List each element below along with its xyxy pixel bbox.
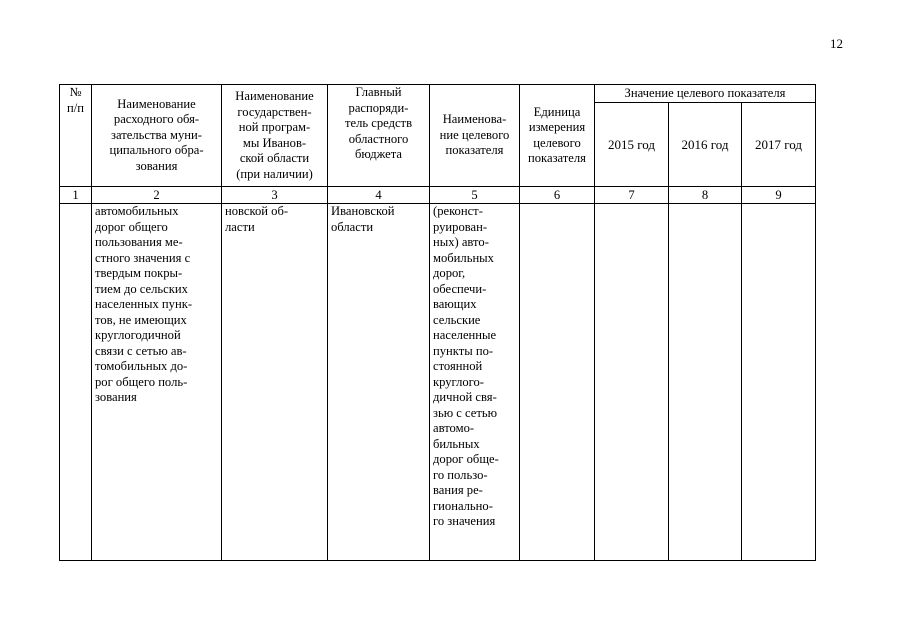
header-line: областного: [348, 131, 409, 146]
cell-line: населенные: [433, 328, 497, 342]
column-number-row: [60, 187, 816, 204]
cell-line: вания ре-: [433, 483, 483, 497]
cell-line: сельские: [433, 312, 481, 327]
cell-line: стоянной: [433, 359, 483, 373]
cell-line: дорог обще-: [433, 452, 499, 466]
column-number: 3: [222, 187, 328, 204]
cell-line: томобильных до-: [95, 359, 188, 373]
cell-line: пункты по-: [433, 343, 494, 358]
cell-line: дичной свя-: [433, 390, 497, 404]
header-line: Наименование: [117, 96, 196, 111]
header-line: целевого: [533, 135, 581, 150]
cell-indicator-name: [430, 204, 520, 561]
cell-line: мобильных: [433, 250, 494, 265]
cell-line: вающих: [433, 297, 477, 311]
column-number: 5: [430, 187, 520, 204]
header-line: тель средств: [344, 116, 413, 130]
cell-budget-manager: [328, 204, 430, 561]
cell-row-number: [60, 204, 92, 561]
cell-value-2017: [742, 204, 816, 561]
cell-line: твердым покры-: [95, 266, 183, 280]
cell-line: рог общего поль-: [95, 374, 188, 389]
header-line: ной програм-: [238, 120, 311, 134]
cell-line: ласти: [225, 219, 255, 234]
header-line: ской области: [239, 151, 310, 165]
cell-line: обеспечи-: [433, 281, 487, 296]
header-row-number: [60, 85, 92, 187]
cell-line: ных) авто-: [433, 235, 489, 249]
cell-line: го значения: [433, 514, 496, 528]
cell-line: зования: [95, 390, 137, 404]
cell-line: гионально-: [433, 498, 493, 513]
header-line: №: [69, 85, 82, 99]
column-number: 1: [60, 187, 92, 204]
cell-line: автомо-: [433, 421, 475, 435]
header-state-program: [222, 85, 328, 187]
cell-line: населенных пунк-: [95, 297, 193, 311]
header-expenditure-obligation: [92, 85, 222, 187]
cell-line: круглогодичной: [95, 328, 181, 342]
header-line: показателя: [528, 151, 586, 165]
header-line: Главный: [355, 85, 402, 99]
cell-expenditure-obligation: [92, 204, 222, 561]
header-line: Наименова-: [442, 112, 507, 127]
cell-unit: [520, 204, 595, 561]
header-line: бюджета: [355, 147, 402, 161]
header-line: (при наличии): [236, 166, 313, 181]
page-number: 12: [830, 36, 843, 51]
cell-line: Ивановской: [331, 204, 395, 218]
table-row: [60, 204, 816, 561]
header-line: измерения: [528, 120, 586, 134]
header-line: зательства муни-: [111, 127, 202, 142]
cell-line: дорог,: [433, 266, 466, 280]
header-line: зования: [135, 158, 178, 173]
cell-value-2016: [669, 204, 742, 561]
cell-line: области: [331, 219, 374, 234]
cell-line: пользования ме-: [95, 235, 183, 249]
cell-value-2015: [595, 204, 669, 561]
cell-line: круглого-: [433, 374, 484, 389]
cell-line: зью с сетью: [433, 405, 498, 420]
cell-line: (реконст-: [433, 204, 483, 218]
header-line: расходного обя-: [113, 112, 200, 127]
cell-line: стного значения с: [95, 250, 191, 265]
column-number: 6: [520, 187, 595, 204]
header-line: ципального обра-: [109, 143, 204, 158]
header-line: мы Иванов-: [242, 135, 307, 150]
cell-line: новской об-: [225, 204, 289, 218]
column-number: 4: [328, 187, 430, 204]
column-number: 2: [92, 187, 222, 204]
header-year-2017: 2017 год: [742, 103, 816, 187]
cell-state-program: [222, 204, 328, 561]
column-number: 8: [669, 187, 742, 204]
header-line: п/п: [67, 100, 84, 115]
cell-line: го пользо-: [433, 467, 488, 482]
header-year-2016: 2016 год: [669, 103, 742, 187]
header-unit: [520, 85, 595, 187]
header-indicator-value-group: Значение целевого показателя: [595, 85, 816, 103]
header-line: Наименование: [235, 89, 314, 103]
header-line: Единица: [533, 104, 581, 119]
header-line: распоряди-: [348, 100, 409, 115]
header-line: ние целевого: [439, 127, 510, 142]
cell-line: тов, не имеющих: [95, 312, 187, 327]
column-number: 9: [742, 187, 816, 204]
cell-line: тием до сельских: [95, 281, 188, 296]
column-number: 7: [595, 187, 669, 204]
header-budget-manager: [328, 85, 430, 187]
cell-line: бильных: [433, 436, 480, 451]
header-indicator-name: [430, 85, 520, 187]
cell-line: руирован-: [433, 219, 488, 234]
header-line: государствен-: [237, 104, 312, 119]
cell-line: дорог общего: [95, 219, 168, 234]
target-indicators-table: [59, 84, 816, 561]
cell-line: связи с сетью ав-: [95, 343, 187, 358]
header-line: показателя: [445, 143, 504, 158]
cell-line: автомобильных: [95, 204, 179, 218]
header-year-2015: 2015 год: [595, 103, 669, 187]
